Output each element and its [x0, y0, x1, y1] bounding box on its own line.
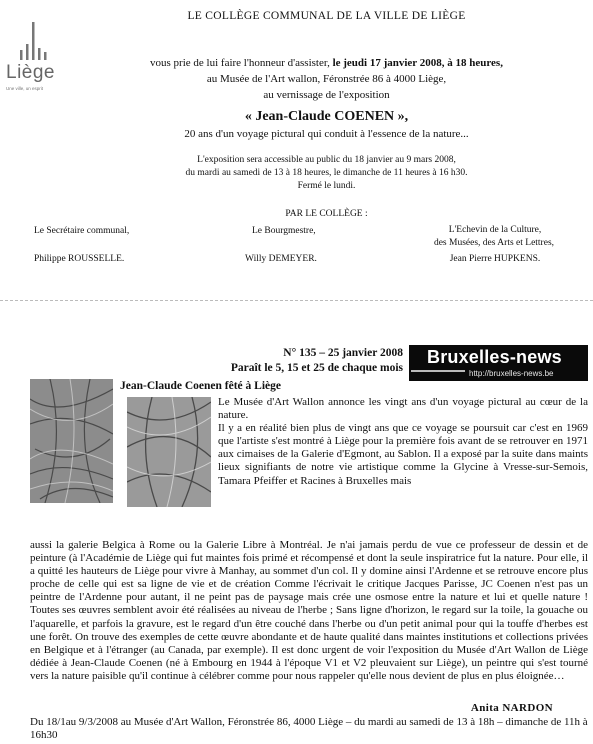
invitation-heading: LE COLLÈGE COMMUNAL DE LA VILLE DE LIÈGE	[187, 10, 466, 22]
signer-mayor-role: Le Bourgmestre,	[252, 226, 316, 236]
artwork-1-image	[30, 379, 113, 503]
logo-wordmark: Liège	[6, 62, 55, 83]
invitation-vernissage: au vernissage de l'exposition	[263, 89, 390, 101]
article-paragraph-1: Le Musée d'Art Wallon annonce les vingt ans d'un voyage pictural au cœur de la nature.	[218, 396, 588, 422]
brand-name: Bruxelles-news	[427, 347, 562, 367]
article-paragraph-3: aussi la galerie Belgica à Rome ou la Galerie Libre à Montréal. Je n'ai jamais perdu de vue ce professeur de dessin et de peinture (à l'Académie de Liège qui fut maintes fois primé et récompensé et dont la seule inspiratrice fut la nature. Pour elle, il a quitté les hauteurs de Liège pour vivre à Manhay, au sommet d'un col. Il y domine ainsi l'Ardenne et se retrouve encore plus proche de celle qui est sa ligne de vie et de création Comme l'écrivait le critique Jacques Parisse, JC Coenen n'est pas un peintre de l'Ardenne pour autant, il ne peint pas de paysage mais crée une osmose entre la nature et lui et quelle nature ! Toutes ses œuvres semblent avoir été réalisées au niveau de l'herbe ; Sans ligne d'horizon, le regard sur la toile, la gouache ou l'aquarelle, et parfois la gravure, est le regard d'un être couché dans l'herbe ou d'un petit animal pour qui la touffe d'herbes est une forêt. On trouve des exemples de cette œuvre abondante et de haute qualité dans maintes institutions et collections privées en Belgique et à l'étranger (au Canada, par exemple). Il est donc urgent de voir l'exposition du Musée d'Art Wallon de Liège dédiée à Jean-Claude Coenen (né à Embourg en 1944 à l'époque V1 et V2 pleuvaient sur Liège), un peintre qui s'est tourné vers la nature paisible qu'il continue à célébrer comme pour nous rappeler qu'elle nous devient de plus en plus éloignée…	[30, 539, 588, 682]
signer-alderman-name: Jean Pierre HUPKENS.	[449, 254, 541, 264]
signer-secretary-role: Le Secrétaire communal,	[34, 226, 130, 236]
exhibit-subtitle: 20 ans d'un voyage pictural qui conduit à l'essence de la nature...	[184, 128, 469, 140]
signer-alderman-role-1: L'Echevin de la Culture,	[448, 225, 542, 235]
access-closed: Fermé le lundi.	[297, 181, 356, 191]
access-dates: L'exposition sera accessible au public du 18 janvier au 9 mars 2008,	[197, 155, 456, 165]
invitation-line-1-text: vous prie de lui faire l'honneur d'assister,	[150, 57, 333, 69]
invitation-date: le jeudi 17 janvier 2008, à 18 heures,	[332, 57, 503, 69]
invitation-venue: au Musée de l'Art wallon, Féronstrée 86 à 4000 Liège,	[206, 73, 447, 85]
article-title: Jean-Claude Coenen fêté à Liège	[120, 380, 281, 392]
access-hours: du mardi au samedi de 13 à 18 heures, le dimanche de 11 heures à 16 h30.	[185, 168, 468, 178]
by-college-label: PAR LE COLLÈGE :	[285, 209, 368, 219]
signer-mayor-name: Willy DEMEYER.	[245, 254, 317, 264]
issue-header	[231, 346, 403, 376]
article-body-column	[218, 396, 588, 488]
article-author: Anita NARDON	[470, 702, 553, 714]
exhibition-dates: Du 18/1au 9/3/2008 au Musée d'Art Wallon, Féronstrée 86, 4000 Liège – du mardi au samedi de 13 à 18h – dimanche de 11h à 16h30	[30, 716, 588, 741]
issue-frequency: Paraît le 5, 15 et 25 de chaque mois	[230, 362, 403, 374]
article-paragraph-2: Il y a en réalité bien plus de vingt ans que ce voyage se poursuit car c'est en 1969 que l'artiste s'est montré à Liège pour la première fois avant de se retrouver en 1971 aux cimaises de la Galerie d'Egmont, au Sablon. Il a exposé par la suite dans maints lieux signifiants de notre vie artistique comme la Glycine à Vresse-sur-Semois, Tamara Pfeiffer et Racines à Bruxelles mais	[218, 422, 588, 487]
artwork-2-image	[127, 397, 211, 507]
liege-logo-bars-icon	[18, 20, 48, 60]
exhibit-title: « Jean-Claude COENEN »,	[244, 109, 409, 124]
signer-secretary-name: Philippe ROUSSELLE.	[34, 254, 125, 264]
section-divider	[0, 300, 593, 301]
signer-alderman-role-2: des Musées, des Arts et Lettres,	[433, 238, 555, 248]
logo-tagline: Une ville, un esprit	[6, 86, 44, 91]
article-body-wide	[30, 539, 588, 683]
artwork-photo-1	[30, 379, 113, 503]
bruxelles-news-banner	[409, 345, 588, 381]
brand-stripe-icon	[411, 367, 465, 376]
issue-number: N° 135 – 25 janvier 2008	[283, 347, 403, 359]
artwork-photo-2	[127, 397, 211, 507]
brand-url: http://bruxelles-news.be	[469, 369, 554, 378]
invitation-line-1	[60, 57, 593, 69]
